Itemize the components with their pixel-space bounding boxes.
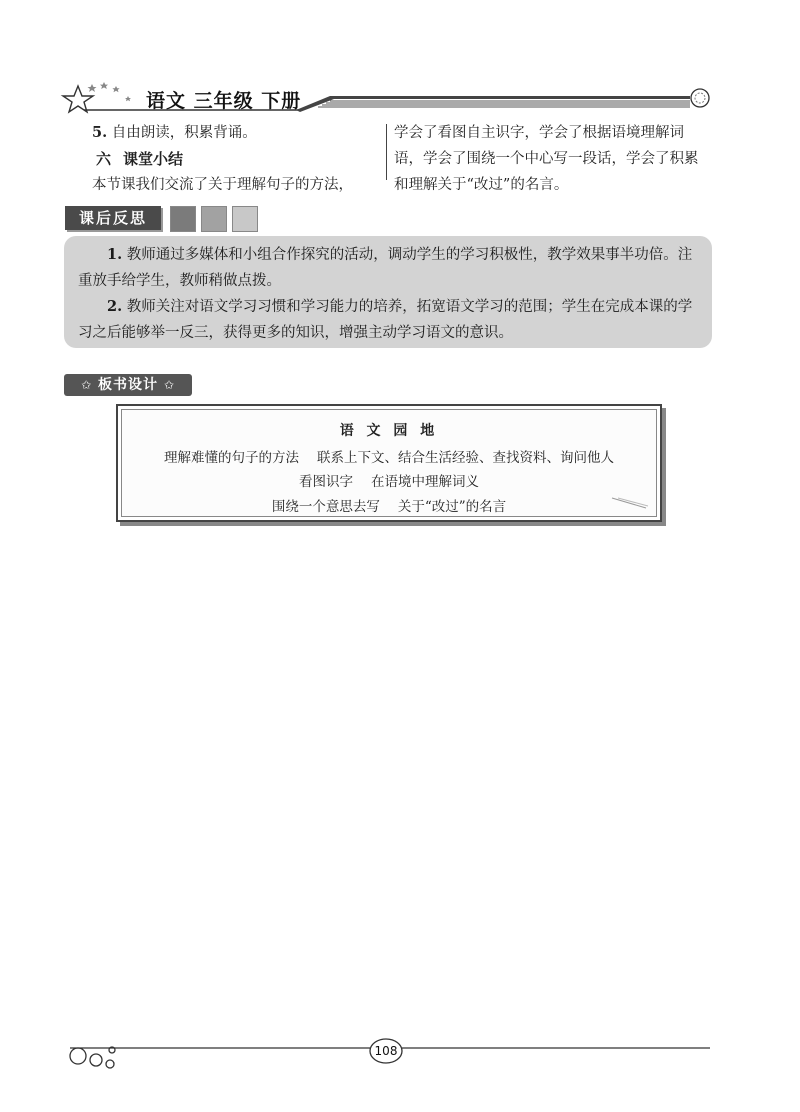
section-heading: 六 课堂小结: [96, 150, 184, 168]
board-title: 语 文 园 地: [339, 423, 439, 439]
paragraph-line: 本节课我们交流了关于理解句子的方法，: [92, 177, 353, 193]
blackboard-panel: [121, 409, 657, 517]
star-icon: [63, 86, 93, 112]
page-footer: [0, 1030, 800, 1090]
reflection-item: 2. 教师关注对语文学习习惯和学习能力的培养，拓宽语文学习的范围；学生在完成本课的学习之后能够举一反三，获得更多的知识，增强主动学习语文的意识。: [78, 298, 693, 341]
small-stars-icon: [88, 82, 132, 101]
board-design-tag: ✩ 板书设计 ✩: [64, 374, 192, 396]
decor-square: [232, 206, 258, 232]
blackboard-frame: [116, 404, 662, 522]
circle-ornament-icon: [691, 89, 709, 107]
reflection-item: 1. 教师通过多媒体和小组合作探究的活动，调动学生的学习积极性，教学效果事半功倍。注重放手给学生，教师稍做点拨。: [78, 246, 693, 289]
decor-square: [170, 206, 196, 232]
star-icon: ✩: [163, 378, 175, 392]
board-line: 看图识字 在语境中理解词义: [299, 474, 479, 490]
lesson-right-column: [394, 120, 716, 198]
lesson-left-column: [92, 120, 382, 198]
list-item: 5. 自由朗读，积累背诵。: [92, 124, 257, 141]
header-decoration: [0, 0, 800, 130]
reflection-tag: 课后反思: [65, 206, 161, 230]
board-line: 理解难懂的句子的方法 联系上下文、结合生活经验、查找资料、询问他人: [164, 450, 614, 466]
paragraph-line: 学会了看图自主识字，学会了根据语境理解词: [394, 125, 684, 141]
board-line: 围绕一个意思去写 关于“改过”的名言: [271, 499, 507, 515]
paragraph-line: 语，学会了围绕一个中心写一段话，学会了积累: [394, 151, 699, 167]
decor-square: [201, 206, 227, 232]
page-curl-icon: [610, 496, 650, 510]
paragraph-line: 和理解关于“改过”的名言。: [394, 177, 569, 193]
reflection-box: [64, 236, 712, 348]
page-number: 108: [374, 1044, 398, 1058]
page-header: [0, 0, 800, 130]
star-icon: ✩: [81, 378, 93, 392]
book-title: 语文 三年级 下册: [146, 90, 302, 112]
bubbles-icon: [70, 1047, 115, 1068]
column-divider: [386, 124, 387, 180]
